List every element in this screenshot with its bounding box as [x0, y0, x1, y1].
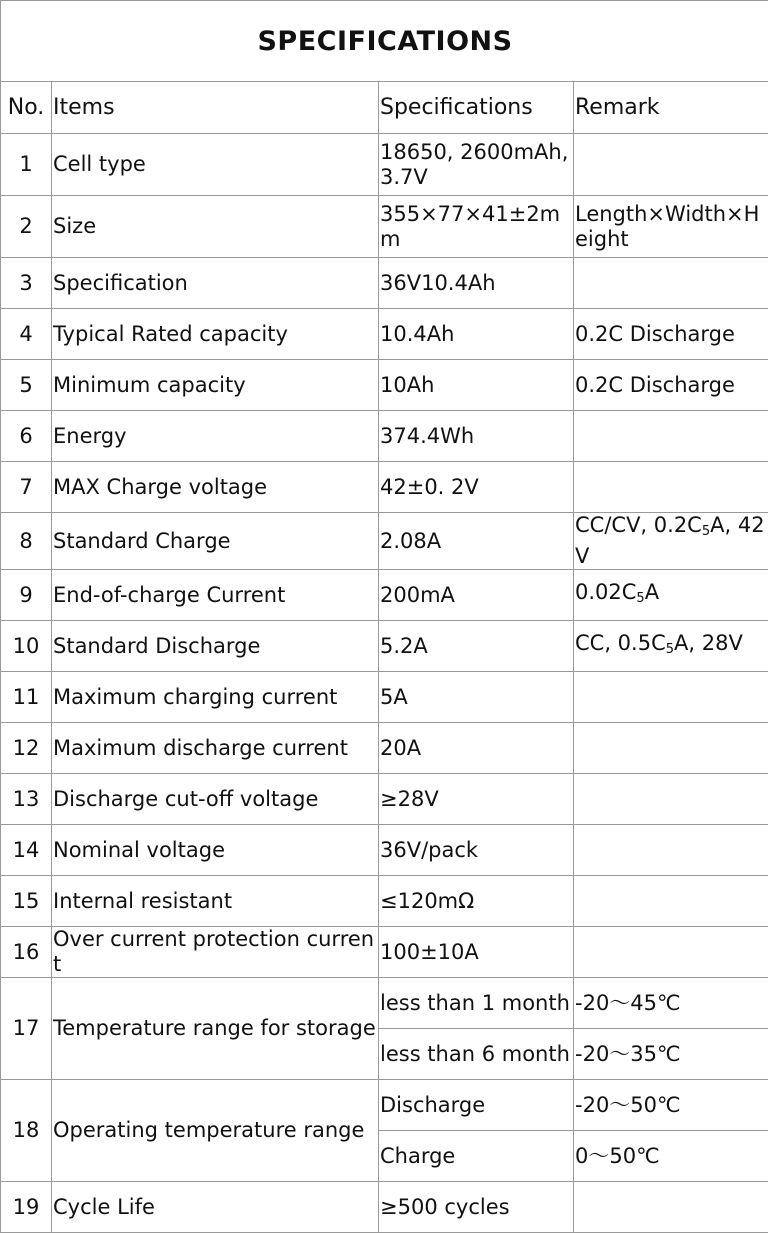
table-title: SPECIFICATIONS: [1, 1, 768, 82]
remark-value: [574, 1182, 768, 1233]
spec-value: 18650, 2600mAh, 3.7V: [379, 134, 574, 196]
row-number: 14: [1, 825, 52, 876]
row-number: 19: [1, 1182, 52, 1233]
remark-value: 0.2C Discharge: [574, 309, 768, 360]
spec-value: 200mA: [379, 570, 574, 621]
item-name: Over current protection current: [52, 927, 379, 978]
row-number: 9: [1, 570, 52, 621]
row-number: 6: [1, 411, 52, 462]
header-specifications: Specifications: [379, 82, 574, 134]
table-row: [1, 876, 768, 927]
remark-value: [574, 825, 768, 876]
item-name: Maximum charging current: [52, 672, 379, 723]
item-name: Energy: [52, 411, 379, 462]
item-name: End-of-charge Current: [52, 570, 379, 621]
remark-text: CC/CV, 0.2C: [575, 513, 702, 537]
row-number: 18: [1, 1080, 52, 1182]
row-number: 8: [1, 513, 52, 570]
row-number: 2: [1, 196, 52, 258]
table-row: [1, 360, 768, 411]
remark-value: 0.2C Discharge: [574, 360, 768, 411]
remark-text: 0.02C: [575, 580, 636, 604]
header-items: Items: [52, 82, 379, 134]
remark-value: [574, 258, 768, 309]
spec-value: 10.4Ah: [379, 309, 574, 360]
row-number: 1: [1, 134, 52, 196]
remark-value: [574, 134, 768, 196]
item-name: Cycle Life: [52, 1182, 379, 1233]
row-number: 4: [1, 309, 52, 360]
row-number: 11: [1, 672, 52, 723]
table-row: [1, 825, 768, 876]
table-row: [1, 134, 768, 196]
row-number: 13: [1, 774, 52, 825]
item-name: Specification: [52, 258, 379, 309]
remark-value: -20～35℃: [574, 1029, 768, 1080]
spec-value: 42±0. 2V: [379, 462, 574, 513]
remark-text: A, 42V: [575, 513, 765, 568]
remark-value: [574, 927, 768, 978]
row-number: 16: [1, 927, 52, 978]
spec-value: 10Ah: [379, 360, 574, 411]
item-name: Standard Charge: [52, 513, 379, 570]
spec-value: 355×77×41±2mm: [379, 196, 574, 258]
remark-value: -20～45℃: [574, 978, 768, 1029]
item-name: Size: [52, 196, 379, 258]
row-number: 7: [1, 462, 52, 513]
table-row: [1, 978, 768, 1029]
item-name: Standard Discharge: [52, 621, 379, 672]
remark-value: [574, 570, 768, 621]
remark-value: 0～50℃: [574, 1131, 768, 1182]
table-row: [1, 309, 768, 360]
spec-value: Charge: [379, 1131, 574, 1182]
row-number: 5: [1, 360, 52, 411]
header-no: No.: [1, 82, 52, 134]
remark-value: [574, 876, 768, 927]
spec-value: ≥28V: [379, 774, 574, 825]
table-row: [1, 513, 768, 570]
spec-value: ≥500 cycles: [379, 1182, 574, 1233]
item-name: Minimum capacity: [52, 360, 379, 411]
item-name: Operating temperature range: [52, 1080, 379, 1182]
table-row: [1, 672, 768, 723]
table-row: [1, 411, 768, 462]
table-row: [1, 258, 768, 309]
remark-text: CC, 0.5C: [575, 631, 666, 655]
remark-value: [574, 513, 768, 570]
table-row: [1, 1182, 768, 1233]
remark-text: A, 28V: [674, 631, 743, 655]
item-name: Cell type: [52, 134, 379, 196]
remark-value: [574, 723, 768, 774]
remark-value: [574, 621, 768, 672]
table-row: [1, 1080, 768, 1131]
header-row: [1, 82, 768, 134]
row-number: 17: [1, 978, 52, 1080]
remark-subscript: 5: [636, 591, 644, 606]
remark-value: [574, 672, 768, 723]
spec-value: 5A: [379, 672, 574, 723]
spec-value: Discharge: [379, 1080, 574, 1131]
table-row: [1, 774, 768, 825]
row-number: 12: [1, 723, 52, 774]
table-row: [1, 196, 768, 258]
table-row: [1, 723, 768, 774]
item-name: Typical Rated capacity: [52, 309, 379, 360]
item-name: Nominal voltage: [52, 825, 379, 876]
spec-value: 36V/pack: [379, 825, 574, 876]
table-row: [1, 621, 768, 672]
table-row: [1, 927, 768, 978]
remark-value: -20～50℃: [574, 1080, 768, 1131]
row-number: 15: [1, 876, 52, 927]
remark-subscript: 5: [666, 642, 674, 657]
spec-value: less than 6 month: [379, 1029, 574, 1080]
remark-subscript: 5: [702, 524, 710, 539]
spec-value: 2.08A: [379, 513, 574, 570]
header-remark: Remark: [574, 82, 768, 134]
remark-value: Length×Width×Height: [574, 196, 768, 258]
remark-text: A: [645, 580, 659, 604]
row-number: 3: [1, 258, 52, 309]
table-row: [1, 570, 768, 621]
remark-value: [574, 411, 768, 462]
spec-value: 5.2A: [379, 621, 574, 672]
remark-value: [574, 774, 768, 825]
spec-value: 36V10.4Ah: [379, 258, 574, 309]
spec-value: less than 1 month: [379, 978, 574, 1029]
item-name: Maximum discharge current: [52, 723, 379, 774]
item-name: Temperature range for storage: [52, 978, 379, 1080]
item-name: Internal resistant: [52, 876, 379, 927]
item-name: Discharge cut-off voltage: [52, 774, 379, 825]
spec-value: 100±10A: [379, 927, 574, 978]
table-row: [1, 462, 768, 513]
item-name: MAX Charge voltage: [52, 462, 379, 513]
spec-value: 20A: [379, 723, 574, 774]
row-number: 10: [1, 621, 52, 672]
spec-value: 374.4Wh: [379, 411, 574, 462]
spec-value: ≤120mΩ: [379, 876, 574, 927]
remark-value: [574, 462, 768, 513]
